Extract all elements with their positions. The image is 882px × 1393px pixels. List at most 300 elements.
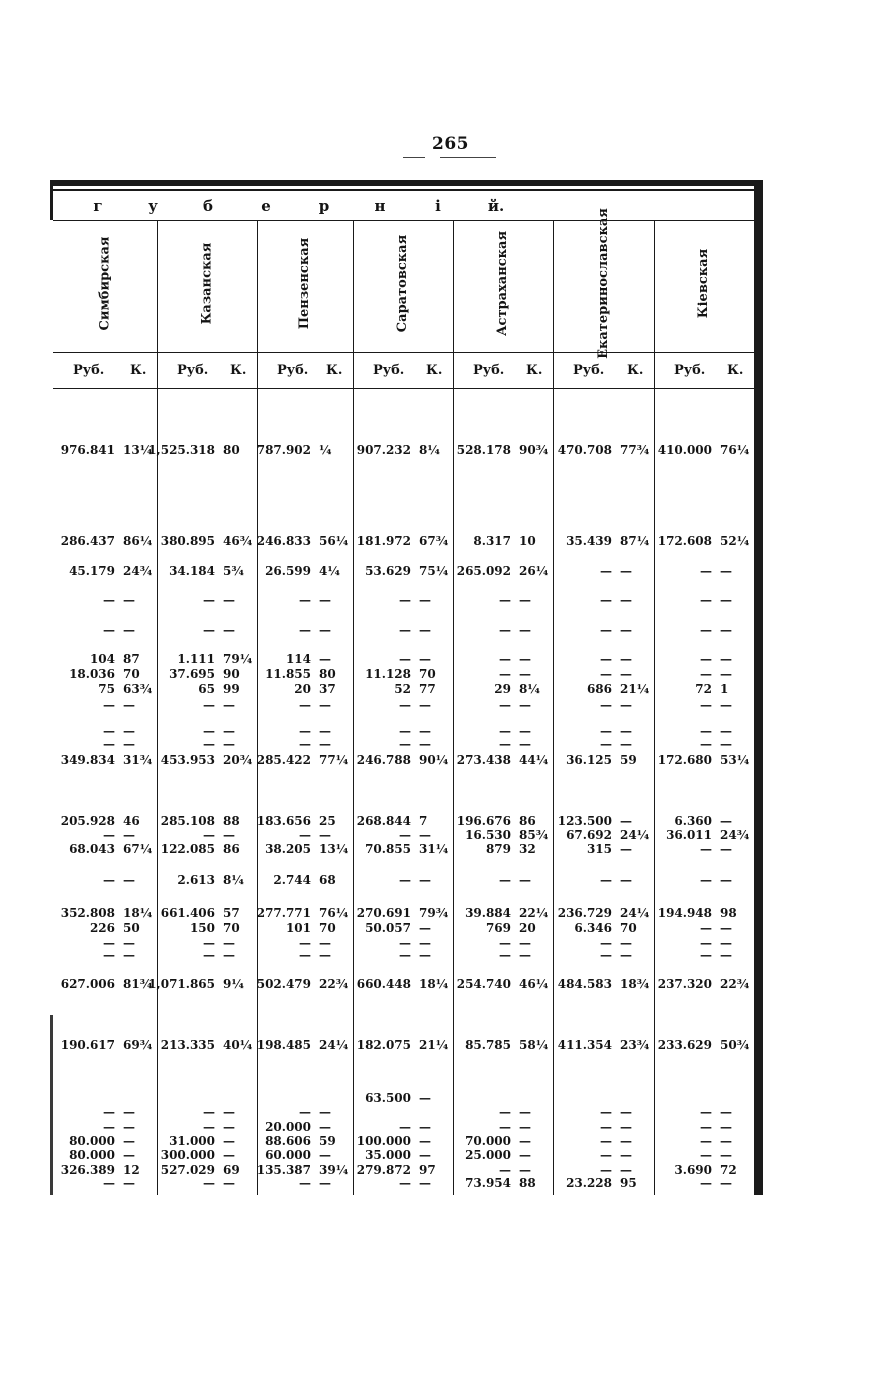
table-cell-rubles: —: [700, 921, 712, 935]
table-cell-kopecks: —: [223, 1134, 235, 1148]
table-cell-kopecks: 24¾: [123, 564, 153, 578]
table-cell-rubles: —: [103, 828, 115, 842]
table-cell-kopecks: —: [419, 921, 431, 935]
table-cell-rubles: 2.613: [177, 873, 215, 887]
title-letter: н: [374, 197, 386, 215]
table-cell-rubles: 237.320: [657, 977, 712, 991]
table-cell-kopecks: 12: [123, 1163, 140, 1177]
table-cell-rubles: 277.771: [256, 906, 311, 920]
table-cell-kopecks: 22¾: [720, 977, 750, 991]
table-cell-kopecks: —: [419, 737, 431, 751]
table-cell-kopecks: —: [419, 948, 431, 962]
table-cell-rubles: —: [103, 936, 115, 950]
table-cell-kopecks: —: [720, 737, 732, 751]
table-cell-rubles: —: [499, 652, 511, 666]
table-cell-rubles: 36.125: [566, 753, 612, 767]
unit-rub-label: Руб.: [277, 363, 309, 378]
table-cell-rubles: —: [700, 593, 712, 607]
table-cell-kopecks: —: [620, 737, 632, 751]
table-cell-kopecks: 86¼: [123, 534, 153, 548]
column-header: [553, 208, 654, 359]
table-cell-kopecks: —: [720, 936, 732, 950]
table-cell-rubles: 285.108: [160, 814, 215, 828]
table-cell-kopecks: —: [123, 1105, 135, 1119]
table-cell-rubles: 661.406: [160, 906, 215, 920]
table-cell-kopecks: 18¼: [123, 906, 153, 920]
table-cell-rubles: 380.895: [160, 534, 215, 548]
table-cell-rubles: 122.085: [160, 842, 215, 856]
table-cell-rubles: —: [600, 593, 612, 607]
header-rule: [53, 388, 754, 389]
title-row: [53, 191, 753, 221]
table-cell-rubles: 6.360: [674, 814, 712, 828]
table-cell-kopecks: 97: [419, 1163, 436, 1177]
table-cell-kopecks: 70: [319, 921, 336, 935]
table-cell-rubles: 68.043: [69, 842, 115, 856]
table-cell-kopecks: —: [620, 1134, 632, 1148]
table-cell-rubles: 528.178: [456, 443, 511, 457]
table-cell-rubles: —: [700, 873, 712, 887]
table-cell-rubles: —: [399, 1120, 411, 1134]
table-cell-kopecks: —: [223, 1176, 235, 1190]
table-cell-kopecks: —: [419, 623, 431, 637]
table-cell-kopecks: 76¼: [720, 443, 750, 457]
table-cell-rubles: 34.184: [169, 564, 215, 578]
table-cell-kopecks: —: [720, 623, 732, 637]
table-cell-kopecks: —: [620, 814, 632, 828]
table-cell-rubles: —: [600, 652, 612, 666]
table-cell-rubles: —: [399, 948, 411, 962]
table-cell-rubles: 453.953: [160, 753, 215, 767]
table-cell-rubles: —: [499, 948, 511, 962]
table-cell-kopecks: 20: [519, 921, 536, 935]
table-cell-rubles: 8.317: [473, 534, 511, 548]
column-header-label: Казанская: [199, 242, 215, 325]
table-cell-kopecks: —: [519, 737, 531, 751]
table-cell-kopecks: 69: [223, 1163, 240, 1177]
table-cell-rubles: —: [499, 623, 511, 637]
table-cell-rubles: —: [499, 873, 511, 887]
table-cell-kopecks: 8¼: [223, 873, 244, 887]
table-cell-rubles: —: [399, 724, 411, 738]
column-header-label: Астраханская: [495, 230, 511, 337]
table-cell-rubles: 196.676: [456, 814, 511, 828]
table-cell-rubles: —: [700, 1120, 712, 1134]
table-cell-rubles: 75: [98, 682, 115, 696]
table-cell-rubles: —: [600, 1148, 612, 1162]
table-cell-rubles: —: [203, 1105, 215, 1119]
table-cell-rubles: 236.729: [557, 906, 612, 920]
table-cell-kopecks: 59: [319, 1134, 336, 1148]
table-cell-rubles: 18.036: [69, 667, 115, 681]
table-cell-kopecks: 50: [123, 921, 140, 935]
table-cell-rubles: —: [399, 698, 411, 712]
table-cell-rubles: —: [700, 564, 712, 578]
table-cell-rubles: —: [600, 1120, 612, 1134]
table-cell-rubles: 73.954: [465, 1176, 511, 1190]
table-cell-kopecks: 25: [319, 814, 336, 828]
table-cell-kopecks: 18¾: [620, 977, 650, 991]
table-cell-kopecks: 70: [620, 921, 637, 935]
table-cell-kopecks: 87: [123, 652, 140, 666]
table-cell-kopecks: —: [620, 652, 632, 666]
table-cell-rubles: —: [299, 593, 311, 607]
table-cell-rubles: 265.092: [456, 564, 511, 578]
table-cell-rubles: —: [399, 828, 411, 842]
table-cell-rubles: 470.708: [557, 443, 612, 457]
table-cell-kopecks: —: [223, 1148, 235, 1162]
unit-kop-label: К.: [230, 363, 247, 378]
table-cell-rubles: —: [700, 737, 712, 751]
table-cell-rubles: 410.000: [657, 443, 712, 457]
table-cell-kopecks: —: [223, 724, 235, 738]
table-cell-kopecks: —: [319, 737, 331, 751]
table-cell-rubles: 70.855: [365, 842, 411, 856]
table-cell-rubles: 285.422: [256, 753, 311, 767]
unit-kop-label: К.: [727, 363, 744, 378]
table-cell-rubles: —: [103, 948, 115, 962]
table-cell-rubles: 23.228: [566, 1176, 612, 1190]
table-cell-rubles: —: [499, 1105, 511, 1119]
table-cell-rubles: 11.128: [365, 667, 411, 681]
table-cell-kopecks: —: [519, 623, 531, 637]
table-cell-rubles: —: [600, 564, 612, 578]
table-cell-kopecks: —: [223, 936, 235, 950]
table-cell-rubles: —: [203, 593, 215, 607]
table-cell-rubles: 65: [198, 682, 215, 696]
table-cell-kopecks: —: [620, 936, 632, 950]
table-cell-kopecks: —: [123, 1148, 135, 1162]
table-cell-kopecks: —: [123, 1134, 135, 1148]
table-cell-rubles: 85.785: [465, 1038, 511, 1052]
table-cell-kopecks: —: [419, 873, 431, 887]
table-cell-kopecks: 7: [419, 814, 428, 828]
table-cell-kopecks: 20¾: [223, 753, 253, 767]
table-cell-kopecks: —: [223, 828, 235, 842]
table-cell-kopecks: —: [319, 936, 331, 950]
table-cell-rubles: —: [600, 1163, 612, 1177]
table-cell-rubles: 527.029: [160, 1163, 215, 1177]
table-cell-rubles: 246.788: [356, 753, 411, 767]
table-cell-rubles: 2.744: [273, 873, 311, 887]
table-cell-kopecks: —: [620, 1163, 632, 1177]
table-cell-kopecks: —: [720, 948, 732, 962]
table-cell-rubles: 660.448: [356, 977, 411, 991]
table-cell-rubles: —: [600, 698, 612, 712]
table-cell-kopecks: 80: [319, 667, 336, 681]
table-cell-rubles: —: [103, 724, 115, 738]
unit-rub-label: Руб.: [373, 363, 405, 378]
table-cell-rubles: 100.000: [356, 1134, 411, 1148]
table-cell-kopecks: —: [519, 936, 531, 950]
column-header: [157, 221, 257, 346]
table-cell-kopecks: 77¼: [319, 753, 349, 767]
table-cell-kopecks: 1: [720, 682, 729, 696]
column-header: [257, 221, 353, 346]
table-cell-kopecks: —: [720, 1176, 732, 1190]
table-cell-rubles: 6.346: [574, 921, 612, 935]
table-cell-kopecks: —: [419, 593, 431, 607]
table-cell-rubles: 268.844: [356, 814, 411, 828]
page-number-rule: [403, 157, 425, 158]
column-header: [654, 221, 754, 346]
table-cell-rubles: 1,071.865: [148, 977, 215, 991]
column-header-label: Симбирская: [97, 236, 113, 331]
table-cell-kopecks: —: [419, 1176, 431, 1190]
statistical-table: [50, 180, 763, 1195]
table-cell-kopecks: —: [519, 593, 531, 607]
table-cell-rubles: —: [700, 623, 712, 637]
table-cell-rubles: —: [203, 1176, 215, 1190]
table-cell-rubles: 352.808: [60, 906, 115, 920]
table-cell-kopecks: 90¼: [419, 753, 449, 767]
table-cell-kopecks: —: [620, 1105, 632, 1119]
table-cell-rubles: —: [203, 1120, 215, 1134]
table-cell-kopecks: 88: [223, 814, 240, 828]
table-cell-kopecks: 46¾: [223, 534, 253, 548]
table-cell-kopecks: 80: [223, 443, 240, 457]
table-cell-rubles: 20.000: [265, 1120, 311, 1134]
table-cell-rubles: 72: [695, 682, 712, 696]
table-cell-kopecks: 22¾: [319, 977, 349, 991]
table-cell-kopecks: —: [620, 698, 632, 712]
table-cell-rubles: —: [700, 842, 712, 856]
table-cell-kopecks: —: [620, 1120, 632, 1134]
page-number: 265: [432, 134, 469, 154]
table-cell-kopecks: —: [123, 623, 135, 637]
table-cell-kopecks: —: [319, 1148, 331, 1162]
table-cell-rubles: —: [399, 1176, 411, 1190]
table-cell-kopecks: —: [123, 936, 135, 950]
table-cell-rubles: —: [299, 936, 311, 950]
table-cell-rubles: 3.690: [674, 1163, 712, 1177]
table-cell-rubles: —: [103, 737, 115, 751]
table-cell-kopecks: ¼: [319, 443, 332, 457]
table-cell-kopecks: 86: [519, 814, 536, 828]
table-cell-kopecks: —: [319, 652, 331, 666]
table-cell-kopecks: —: [720, 564, 732, 578]
table-cell-kopecks: —: [319, 1120, 331, 1134]
table-cell-kopecks: 77¾: [620, 443, 650, 457]
table-cell-rubles: 29: [494, 682, 511, 696]
table-cell-kopecks: —: [620, 667, 632, 681]
table-cell-rubles: —: [299, 1105, 311, 1119]
table-cell-rubles: 233.629: [657, 1038, 712, 1052]
table-cell-rubles: 787.902: [256, 443, 311, 457]
table-cell-rubles: —: [299, 737, 311, 751]
table-cell-rubles: —: [203, 737, 215, 751]
table-cell-rubles: 36.011: [666, 828, 712, 842]
table-cell-kopecks: 31¾: [123, 753, 153, 767]
table-cell-kopecks: 4¼: [319, 564, 340, 578]
table-cell-kopecks: —: [620, 1148, 632, 1162]
table-cell-kopecks: —: [620, 593, 632, 607]
table-cell-kopecks: 24¼: [620, 906, 650, 920]
table-cell-rubles: —: [600, 737, 612, 751]
table-cell-rubles: —: [700, 1105, 712, 1119]
column-header-label: Пензенская: [297, 237, 313, 330]
table-cell-rubles: —: [103, 873, 115, 887]
table-cell-kopecks: —: [319, 1105, 331, 1119]
table-cell-rubles: —: [499, 737, 511, 751]
table-cell-rubles: 1.111: [177, 652, 215, 666]
table-cell-kopecks: 67¼: [123, 842, 153, 856]
table-cell-kopecks: 26¼: [519, 564, 549, 578]
table-cell-rubles: 213.335: [160, 1038, 215, 1052]
column-header-label: Саратовская: [395, 234, 411, 333]
table-cell-rubles: —: [103, 1120, 115, 1134]
table-cell-rubles: 270.691: [356, 906, 411, 920]
table-cell-rubles: 286.437: [60, 534, 115, 548]
title-letter: і: [435, 197, 441, 215]
table-cell-kopecks: 72: [720, 1163, 737, 1177]
table-cell-kopecks: —: [720, 1105, 732, 1119]
table-cell-kopecks: —: [720, 814, 732, 828]
table-cell-kopecks: —: [720, 667, 732, 681]
table-cell-kopecks: 57: [223, 906, 240, 920]
table-cell-rubles: 80.000: [69, 1148, 115, 1162]
table-cell-kopecks: 23¾: [620, 1038, 650, 1052]
table-cell-rubles: 37.695: [169, 667, 215, 681]
table-cell-kopecks: 63¾: [123, 682, 153, 696]
table-cell-rubles: —: [499, 593, 511, 607]
table-cell-rubles: 194.948: [657, 906, 712, 920]
table-cell-kopecks: 68: [319, 873, 336, 887]
unit-rub-label: Руб.: [73, 363, 105, 378]
table-cell-kopecks: 37: [319, 682, 336, 696]
table-cell-kopecks: 90¾: [519, 443, 549, 457]
table-cell-rubles: 976.841: [60, 443, 115, 457]
table-cell-rubles: 172.608: [657, 534, 712, 548]
table-cell-rubles: 35.439: [566, 534, 612, 548]
table-cell-kopecks: 56¼: [319, 534, 349, 548]
table-cell-rubles: 879: [485, 842, 511, 856]
table-cell-rubles: 686: [586, 682, 612, 696]
table-cell-rubles: 45.179: [69, 564, 115, 578]
table-cell-rubles: 16.530: [465, 828, 511, 842]
table-cell-rubles: —: [103, 1105, 115, 1119]
table-cell-kopecks: 75¼: [419, 564, 449, 578]
table-cell-rubles: —: [103, 623, 115, 637]
table-cell-rubles: 11.855: [265, 667, 311, 681]
unit-rub-label: Руб.: [177, 363, 209, 378]
table-cell-kopecks: 53¼: [720, 753, 750, 767]
table-cell-kopecks: —: [419, 724, 431, 738]
table-cell-kopecks: —: [223, 1105, 235, 1119]
table-cell-kopecks: 67¾: [419, 534, 449, 548]
table-cell-rubles: —: [299, 724, 311, 738]
table-cell-rubles: 135.387: [256, 1163, 311, 1177]
unit-kop-label: К.: [426, 363, 443, 378]
table-cell-kopecks: —: [519, 652, 531, 666]
table-cell-rubles: 315: [586, 842, 612, 856]
table-cell-kopecks: 79¼: [223, 652, 253, 666]
table-cell-rubles: —: [700, 724, 712, 738]
table-cell-kopecks: —: [720, 842, 732, 856]
table-frame-right: [754, 180, 763, 1195]
table-cell-kopecks: 70: [123, 667, 140, 681]
table-cell-rubles: 123.500: [557, 814, 612, 828]
table-cell-kopecks: —: [620, 948, 632, 962]
table-cell-kopecks: 52¼: [720, 534, 750, 548]
table-cell-rubles: —: [203, 698, 215, 712]
table-cell-kopecks: 31¼: [419, 842, 449, 856]
table-cell-kopecks: 13¼: [319, 842, 349, 856]
unit-kop-label: К.: [627, 363, 644, 378]
table-cell-kopecks: —: [419, 1120, 431, 1134]
table-cell-kopecks: —: [519, 724, 531, 738]
table-cell-rubles: —: [299, 828, 311, 842]
table-cell-kopecks: —: [419, 936, 431, 950]
table-cell-kopecks: —: [123, 593, 135, 607]
table-cell-kopecks: 79¾: [419, 906, 449, 920]
table-cell-kopecks: 95: [620, 1176, 637, 1190]
table-cell-kopecks: —: [123, 737, 135, 751]
table-cell-kopecks: —: [123, 948, 135, 962]
table-cell-kopecks: 77: [419, 682, 436, 696]
table-cell-kopecks: —: [720, 698, 732, 712]
table-cell-rubles: —: [399, 593, 411, 607]
table-cell-rubles: —: [299, 1176, 311, 1190]
table-cell-kopecks: 69¾: [123, 1038, 153, 1052]
table-cell-kopecks: —: [319, 1176, 331, 1190]
table-cell-kopecks: —: [620, 873, 632, 887]
table-cell-rubles: —: [399, 873, 411, 887]
table-cell-kopecks: 85¾: [519, 828, 549, 842]
table-cell-rubles: 326.389: [60, 1163, 115, 1177]
table-cell-rubles: 52: [394, 682, 411, 696]
table-cell-rubles: 101: [285, 921, 311, 935]
table-cell-kopecks: 21¼: [419, 1038, 449, 1052]
table-cell-kopecks: 24¾: [720, 828, 750, 842]
table-cell-rubles: 80.000: [69, 1134, 115, 1148]
table-cell-kopecks: 24¼: [620, 828, 650, 842]
table-cell-kopecks: —: [519, 1163, 531, 1177]
table-cell-kopecks: —: [319, 593, 331, 607]
table-cell-rubles: —: [499, 667, 511, 681]
table-cell-kopecks: 24¼: [319, 1038, 349, 1052]
table-cell-rubles: 181.972: [356, 534, 411, 548]
table-cell-kopecks: 8¼: [419, 443, 440, 457]
table-cell-kopecks: 39¼: [319, 1163, 349, 1177]
table-cell-kopecks: —: [519, 948, 531, 962]
table-cell-rubles: 39.884: [465, 906, 511, 920]
title-letter: р: [318, 197, 330, 215]
table-cell-kopecks: —: [519, 1105, 531, 1119]
table-cell-rubles: 769: [485, 921, 511, 935]
table-cell-rubles: 349.834: [60, 753, 115, 767]
table-cell-kopecks: 50¾: [720, 1038, 750, 1052]
table-cell-rubles: 1,525.318: [148, 443, 215, 457]
table-cell-kopecks: —: [123, 873, 135, 887]
table-cell-rubles: 502.479: [256, 977, 311, 991]
table-cell-rubles: —: [600, 873, 612, 887]
table-cell-kopecks: —: [720, 724, 732, 738]
table-cell-kopecks: —: [419, 1134, 431, 1148]
table-cell-rubles: 38.205: [265, 842, 311, 856]
table-cell-kopecks: —: [720, 593, 732, 607]
unit-kop-label: К.: [130, 363, 147, 378]
table-cell-kopecks: —: [319, 724, 331, 738]
table-cell-rubles: —: [103, 698, 115, 712]
table-cell-kopecks: —: [720, 873, 732, 887]
table-cell-rubles: 67.692: [566, 828, 612, 842]
table-cell-kopecks: —: [720, 921, 732, 935]
table-cell-kopecks: —: [519, 1134, 531, 1148]
table-cell-kopecks: —: [720, 1134, 732, 1148]
table-cell-kopecks: —: [123, 828, 135, 842]
table-cell-kopecks: —: [419, 828, 431, 842]
